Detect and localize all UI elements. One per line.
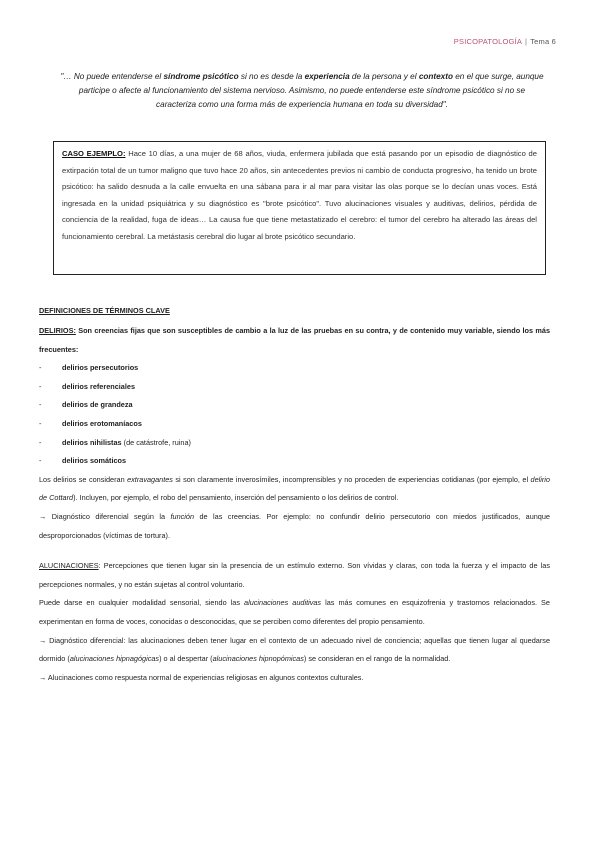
header-separator: | (525, 37, 528, 46)
delirios-definition (39, 322, 550, 359)
list-item (39, 415, 550, 434)
case-example-text: Hace 10 días, a una mujer de 68 años, viuda, enfermera jubilada que está pasando por un episodio de diagnóstico de extirpación total de un tumor maligno que tuvo hace 20 años, sin antecedentes previos ni cambio de conducta progresivo, ha tenido un brote psicótico: ha salido desnuda a la calle envuelta en una sábana para ir al mar para visitar las olas porque se lo decían unas voces. Está ingresada en la unidad psiquiátrica y su diagnóstico es "brote psicótico". Tuvo alucinaciones visuales y auditivas, delirios, pérdida de conciencia de la realidad, fuga de ideas… La causa fue que tiene metastatizado el cerebro: el tumor del cerebro ha alterado las áreas del funcionamiento cerebral. La metástasis cerebral dio lugar al brote psicótico secundario. (62, 149, 537, 241)
quote-text: en el que surge, aunque participe o afecte al funcionamiento del sistema nervioso. Asimismo, no puede entenderse este síndrome psicótico si no se caracteriza como una forma más de experiencia humana en toda su diversidad". (78, 72, 544, 109)
quote-emphasis: síndrome psicótico (163, 72, 239, 81)
definitions-section (39, 304, 550, 687)
italic-term: extravagantes (127, 474, 173, 484)
quote-text: "… No puede entenderse el (60, 72, 164, 81)
italic-term: función (170, 511, 195, 521)
delirios-diagnostico (39, 508, 550, 545)
alucinaciones-modalidad (39, 594, 550, 631)
bullet-dash: - (39, 381, 42, 391)
paragraph-text: si son claramente inverosímiles, incomprensibles y no proceden de experiencias cotidianas (por ejemplo, el (172, 474, 531, 484)
bullet-dash: - (39, 456, 42, 466)
list-item (39, 378, 550, 397)
paragraph-text: ). Incluyen, por ejemplo, el robo del pensamiento, inserción del pensamiento o los delirios de control. (73, 493, 399, 503)
alucinaciones-diagnostico (39, 632, 550, 669)
spacer (39, 545, 550, 557)
list-item-text: delirios de grandeza (62, 400, 133, 410)
quote-emphasis: contexto (418, 72, 453, 81)
list-item (39, 434, 550, 453)
alucinaciones-religiosas: → Alucinaciones como respuesta normal de experiencias religiosas en algunos contextos culturales. (39, 672, 364, 682)
intro-quote (58, 70, 546, 112)
header-subject: PSICOPATOLOGÍA (453, 37, 523, 46)
list-item (39, 452, 550, 471)
paragraph-text: → Diagnóstico diferencial: las alucinaciones deben tener lugar en el contexto de un adecuado nivel de conciencia; aquellas que tienen lugar al quedarse dormido ( (39, 635, 550, 664)
delirios-list (39, 359, 550, 471)
list-item-text: delirios persecutorios (62, 363, 139, 373)
list-item-detail: (de catástrofe, ruina) (121, 437, 191, 447)
italic-term: alucinaciones hipnopómicas (212, 654, 304, 664)
italic-term: alucinaciones hipnagógicas (69, 654, 160, 664)
list-item (39, 396, 550, 415)
alucinaciones-term: ALUCINACIONES (39, 561, 99, 571)
quote-text: de la persona y el (349, 72, 419, 81)
alucinaciones-definition (39, 557, 550, 594)
delirios-intro: Son creencias fijas que son susceptibles de cambio a la luz de las pruebas en su contra, y de contenido muy variable, siendo los más frecuentes: (39, 326, 550, 354)
delirios-term: DELIRIOS: (39, 326, 76, 335)
delirios-extravagantes (39, 471, 550, 508)
bullet-dash: - (39, 400, 42, 410)
paragraph-text: ) se consideran en el rango de la normalidad. (303, 654, 451, 664)
paragraph-text: → Diagnóstico diferencial según la (39, 511, 171, 521)
list-item-text: delirios erotomaníacos (62, 418, 142, 428)
bullet-dash: - (39, 363, 42, 373)
italic-term: alucinaciones auditivas (244, 598, 322, 608)
paragraph-text: de las creencias. Por ejemplo: no confundir delirio persecutorio con miedos justificados, aunque desproporcionados (víctimas de tortura). (39, 511, 550, 540)
bullet-dash: - (39, 437, 42, 447)
page-header (454, 37, 556, 46)
list-item (39, 359, 550, 378)
list-item-text: delirios nihilistas (62, 437, 122, 447)
quote-emphasis: experiencia (304, 72, 350, 81)
bullet-dash: - (39, 418, 42, 428)
case-example-label: CASO EJEMPLO: (62, 149, 126, 158)
list-item-text: delirios somáticos (62, 456, 127, 466)
paragraph-text: las más comunes en esquizofrenia y trastornos relacionados. Se experimentan en forma de voces, conocidas o desconocidas, que se perciben como diferentes del propio pensamiento. (39, 598, 550, 626)
case-example-box (53, 141, 546, 275)
italic-term: delirio de Cottard (39, 474, 550, 503)
list-item-text: delirios referenciales (62, 381, 136, 391)
paragraph-text: Puede darse en cualquier modalidad sensorial, siendo las (39, 598, 245, 608)
section-heading: DEFINICIONES DE TÉRMINOS CLAVE (39, 306, 170, 315)
paragraph-text: ) o al despertar ( (159, 654, 213, 664)
quote-text: si no es desde la (238, 72, 305, 81)
paragraph-text: Los delirios se consideran (39, 474, 128, 484)
alucinaciones-intro: : Percepciones que tienen lugar sin la presencia de un estímulo externo. Son vívidas y claras, con toda la fuerza y el impacto de las percepciones normales, y no están sujetas al control voluntario. (39, 561, 550, 589)
header-tema: Tema 6 (530, 37, 556, 46)
